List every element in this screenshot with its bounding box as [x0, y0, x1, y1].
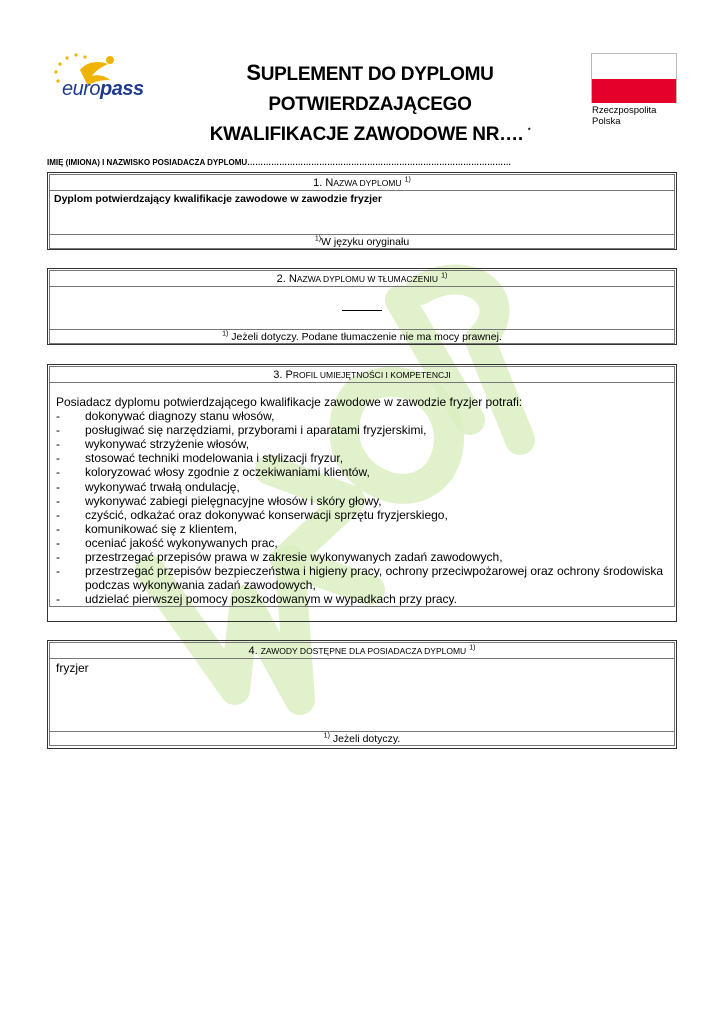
section-4-footnote: $^{1)}$ Jeżeli dotyczy.: [50, 731, 674, 745]
section-available-occupations: [47, 640, 677, 749]
skill-item: - oceniać jakość wykonywanych prac,: [56, 536, 668, 550]
skills-intro: Posiadacz dyplomu potwierdzającego kwalifikacje zawodowe w zawodzie fryzjer potrafi:: [56, 395, 523, 409]
skill-item: - wykonywać trwałą ondulację,: [56, 480, 668, 494]
holder-name-label: IMIĘ (IMIONA) I NAZWISKO POSIADACZA DYPLOMU………………………………………………………………………………………: [47, 158, 512, 167]
skill-item: - udzielać pierwszej pomocy poszkodowanym w wypadkach przy pracy.: [56, 592, 668, 606]
section-diploma-name: [47, 172, 677, 250]
section-2-title: 2. NAZWA DYPLOMU W TŁUMACZENIU $^{1)}$: [50, 271, 674, 287]
translation-value: [50, 287, 674, 329]
title-line-1: SUPLEMENT DO DYPLOMU POTWIERDZAJĄCEGO: [246, 60, 494, 115]
skills-profile-body: [50, 393, 674, 606]
skill-item: - przestrzegać przepisów bezpieczeństwa i higieny pracy, ochrony przeciwpożarowej oraz ochrony środowiska podczas wykonywania zadań zawodowych,: [56, 564, 668, 592]
section-1-footnote: $^{1)}$W języku oryginału: [50, 234, 674, 248]
europass-wordmark: europass: [62, 78, 144, 100]
skill-item: - posługiwać się narzędziami, przyborami i aparatami fryzjerskimi,: [56, 423, 668, 437]
section-diploma-translation: [47, 268, 677, 345]
skill-item: - przestrzegać przepisów prawa w zakresie wykonywanych zadań zawodowych,: [56, 550, 668, 564]
title-line-2: KWALIFIKACJE ZAWODOWE NR…. *: [209, 124, 531, 145]
diploma-name-value: Dyplom potwierdzający kwalifikacje zawodowe w zawodzie fryzjer: [54, 193, 382, 205]
section-skills-profile: [47, 364, 677, 622]
occupations-value: fryzjer: [56, 661, 89, 675]
section-3-title: 3. PROFIL UMIEJĘTNOŚCI I KOMPETENCJI: [50, 367, 674, 383]
document-title: [170, 58, 570, 150]
skill-item: - dokonywać diagnozy stanu włosów,: [56, 409, 668, 423]
section-4-title: 4. ZAWODY DOSTĘPNE DLA POSIADACZA DYPLOMU $^{1)}$: [50, 643, 674, 659]
skill-item: - komunikować się z klientem,: [56, 522, 668, 536]
section-1-title: 1. NAZWA DYPLOMU $^{1)}$: [50, 175, 674, 191]
empty-value-dash: [342, 310, 382, 311]
country-name: Rzeczpospolita Polska: [592, 105, 657, 127]
skill-item: - wykonywać strzyżenie włosów,: [56, 437, 668, 451]
flag-red-stripe: [592, 79, 676, 103]
skill-item: - czyścić, odkażać oraz dokonywać konserwacji sprzętu fryzjerskiego,: [56, 508, 668, 522]
skills-list: [56, 409, 668, 606]
flag-white-stripe: [592, 54, 676, 79]
skill-item: - stosować techniki modelowania i stylizacji fryzur,: [56, 451, 668, 465]
section-2-footnote: $^{1)}$ Jeżeli dotyczy. Podane tłumaczenie nie ma mocy prawnej.: [50, 329, 674, 343]
skill-item: - koloryzować włosy zgodnie z oczekiwaniami klientów,: [56, 465, 668, 479]
poland-flag: [591, 53, 677, 103]
skill-item: - wykonywać zabiegi pielęgnacyjne włosów i skóry głowy,: [56, 494, 668, 508]
